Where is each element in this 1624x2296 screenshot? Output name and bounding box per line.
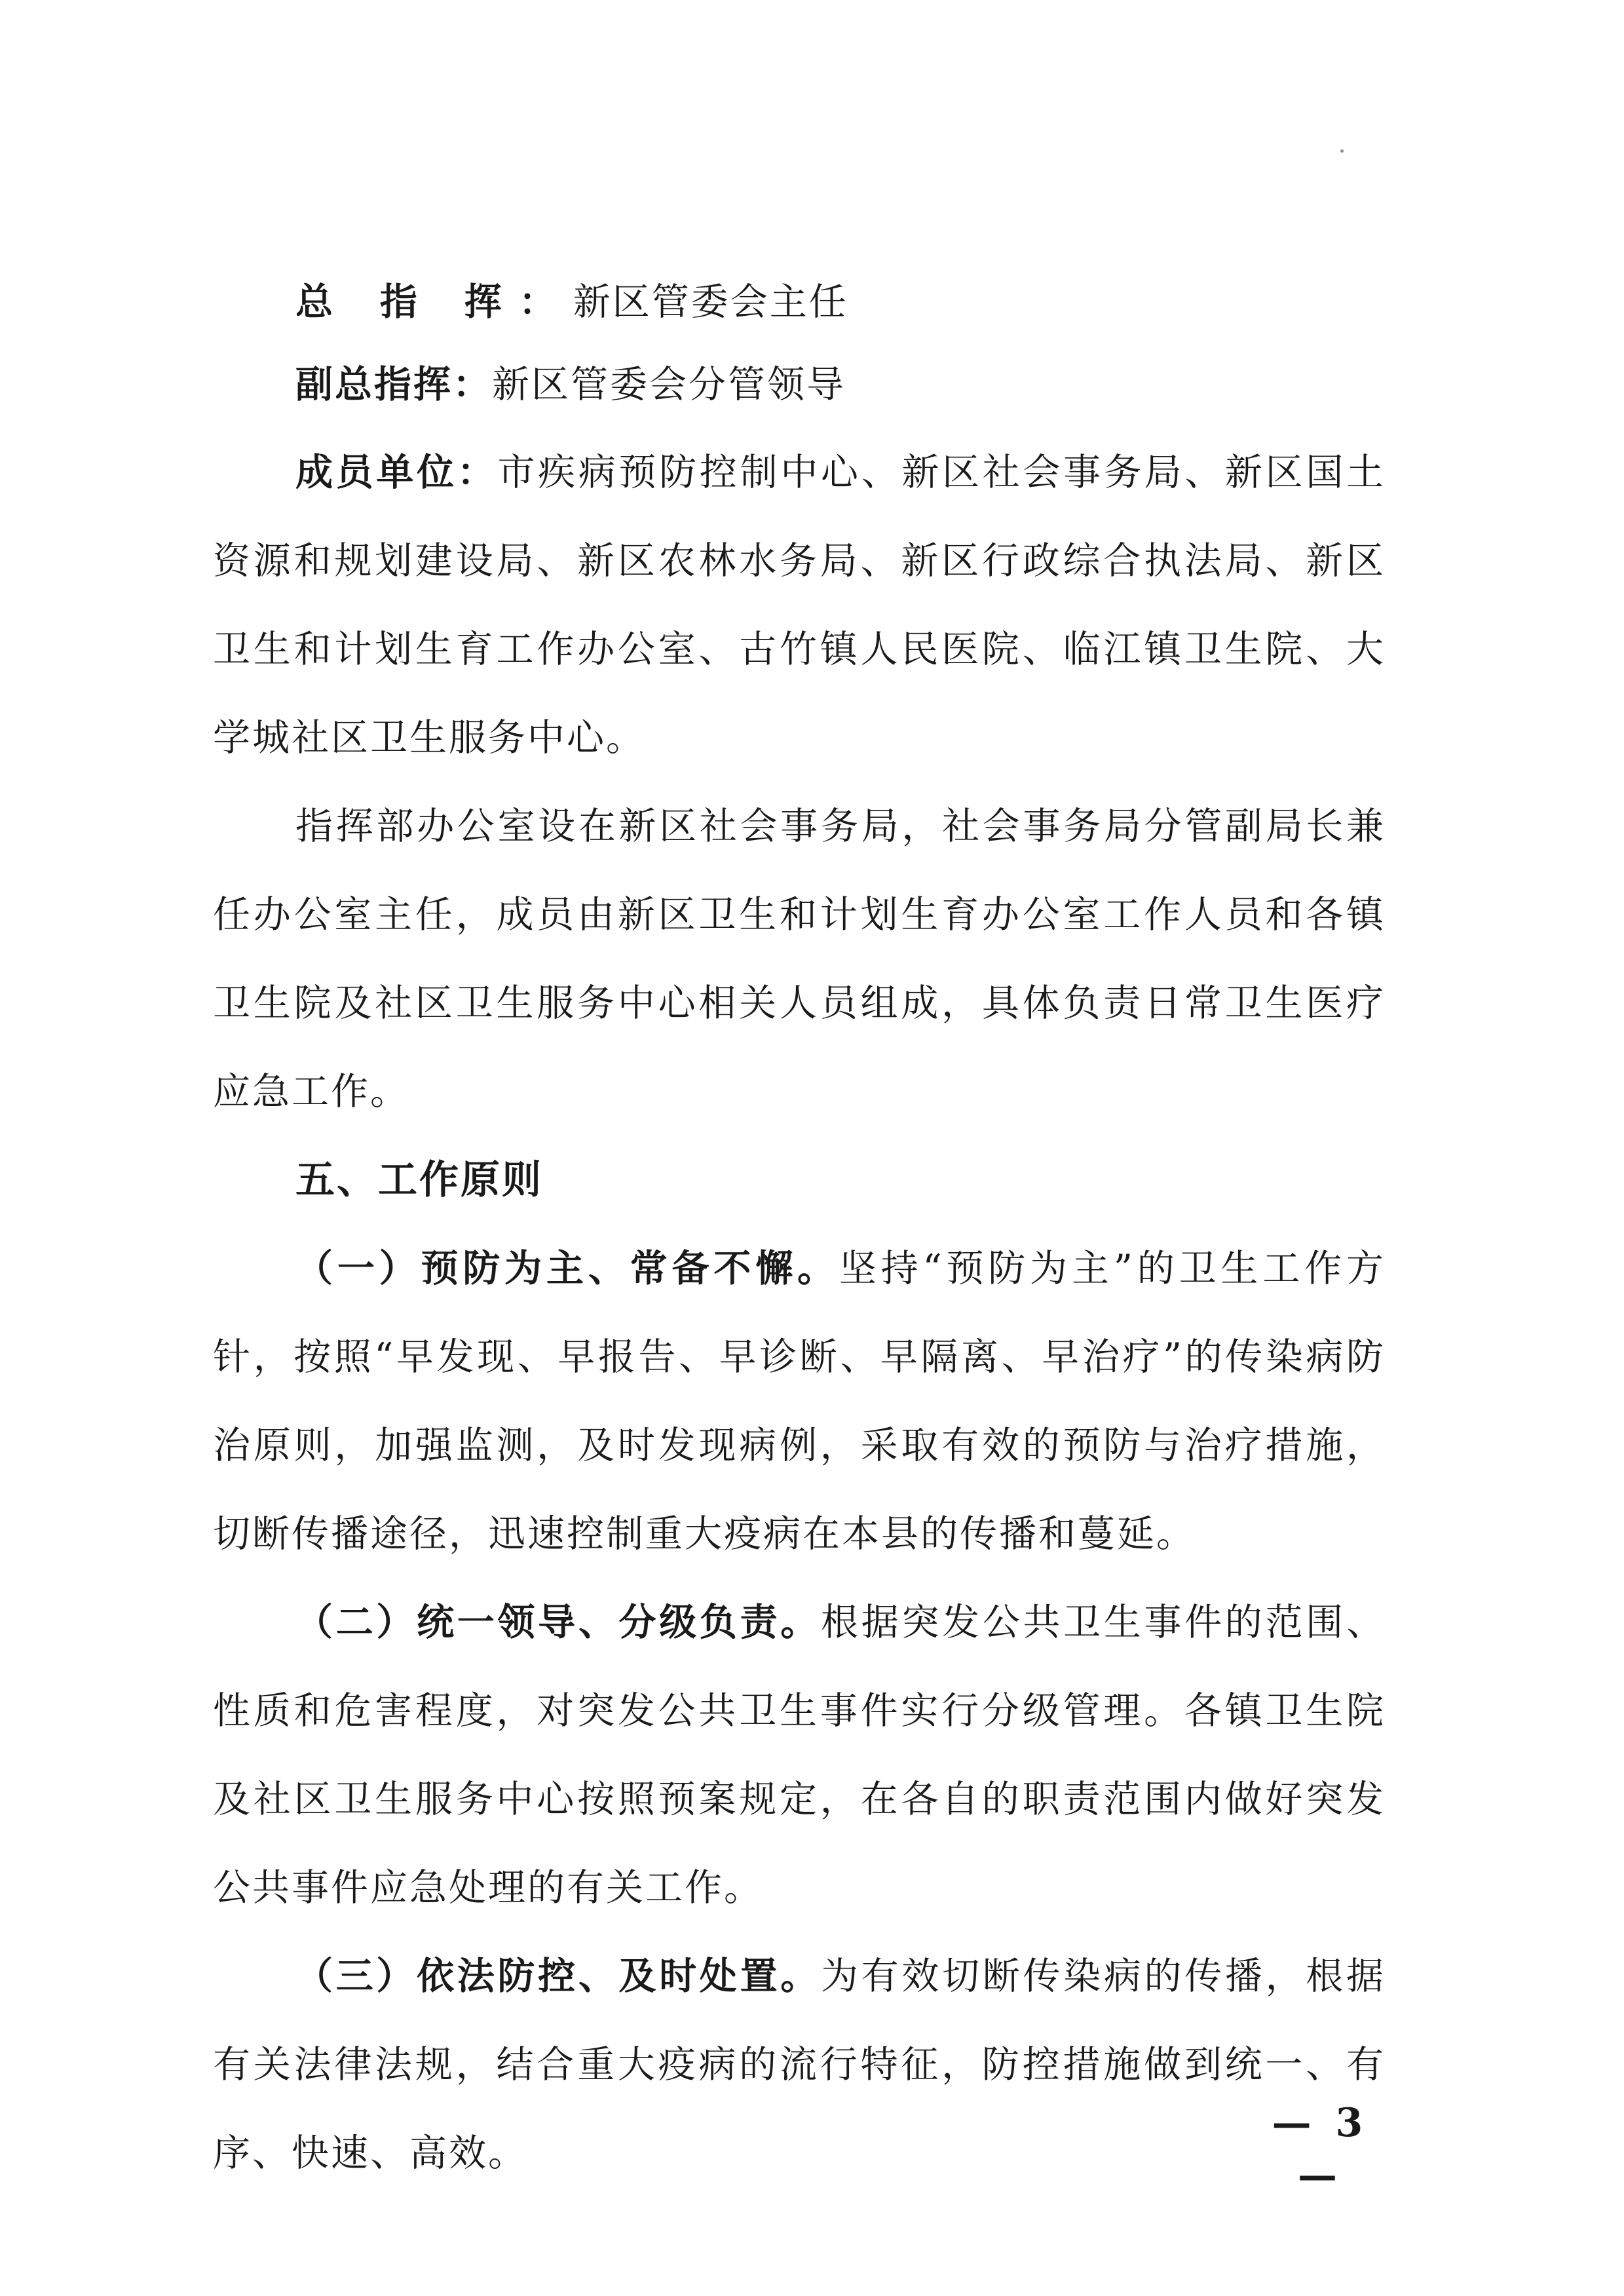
member-units-label: 成员单位： bbox=[295, 451, 498, 494]
deputy-commander-label: 副总指挥： bbox=[295, 363, 492, 406]
principle-lead: （二）统一领导、分级负责。 bbox=[295, 1601, 821, 1644]
scan-speck bbox=[1340, 149, 1344, 153]
principle-paragraph bbox=[213, 1932, 1386, 2198]
principle-lead: （三）依法防控、及时处置。 bbox=[295, 1955, 821, 1998]
principle-text: 为有效切断传染病的传播，根据有关法律法规，结合重大疫病的流行特征，防控措施做到统一、有序、快速、高效。 bbox=[213, 1955, 1386, 2175]
page-number: — 3 — bbox=[1272, 2100, 1369, 2198]
commander-value: 新区管委会主任 bbox=[573, 280, 848, 324]
principle-paragraph bbox=[213, 1578, 1386, 1932]
document-body bbox=[213, 261, 1386, 2198]
principle-lead: （一）预防为主、常备不懈。 bbox=[295, 1247, 839, 1290]
commander-line bbox=[213, 261, 1386, 343]
principle-text: 坚持“预防为主”的卫生工作方针，按照“早发现、早报告、早诊断、早隔离、早治疗”的传染病防治原则，加强监测，及时发现病例，采取有效的预防与治疗措施，切断传播途径，迅速控制重大疫病在本县的传播和蔓延。 bbox=[213, 1247, 1386, 1556]
member-units-text: 市疾病预防控制中心、新区社会事务局、新区国土资源和规划建设局、新区农林水务局、新区行政综合执法局、新区卫生和计划生育工作办公室、古竹镇人民医院、临江镇卫生院、大学城社区卫生服务中心。 bbox=[213, 451, 1386, 759]
deputy-commander-value: 新区管委会分管领导 bbox=[492, 363, 846, 406]
office-paragraph: 指挥部办公室设在新区社会事务局，社会事务局分管副局长兼任办公室主任，成员由新区卫生和计划生育办公室工作人员和各镇卫生院及社区卫生服务中心相关人员组成，具体负责日常卫生医疗应急工作。 bbox=[213, 805, 1386, 1113]
principle-text: 根据突发公共卫生事件的范围、性质和危害程度，对突发公共卫生事件实行分级管理。各镇卫生院及社区卫生服务中心按照预案规定，在各自的职责范围内做好突发公共事件应急处理的有关工作。 bbox=[213, 1601, 1386, 1909]
member-units-paragraph bbox=[213, 429, 1386, 782]
commander-label: 总 指 挥： bbox=[295, 280, 573, 324]
deputy-commander-line bbox=[213, 343, 1386, 426]
section-heading: 五、工作原则 bbox=[295, 1157, 543, 1203]
principle-paragraph bbox=[213, 1225, 1386, 1578]
